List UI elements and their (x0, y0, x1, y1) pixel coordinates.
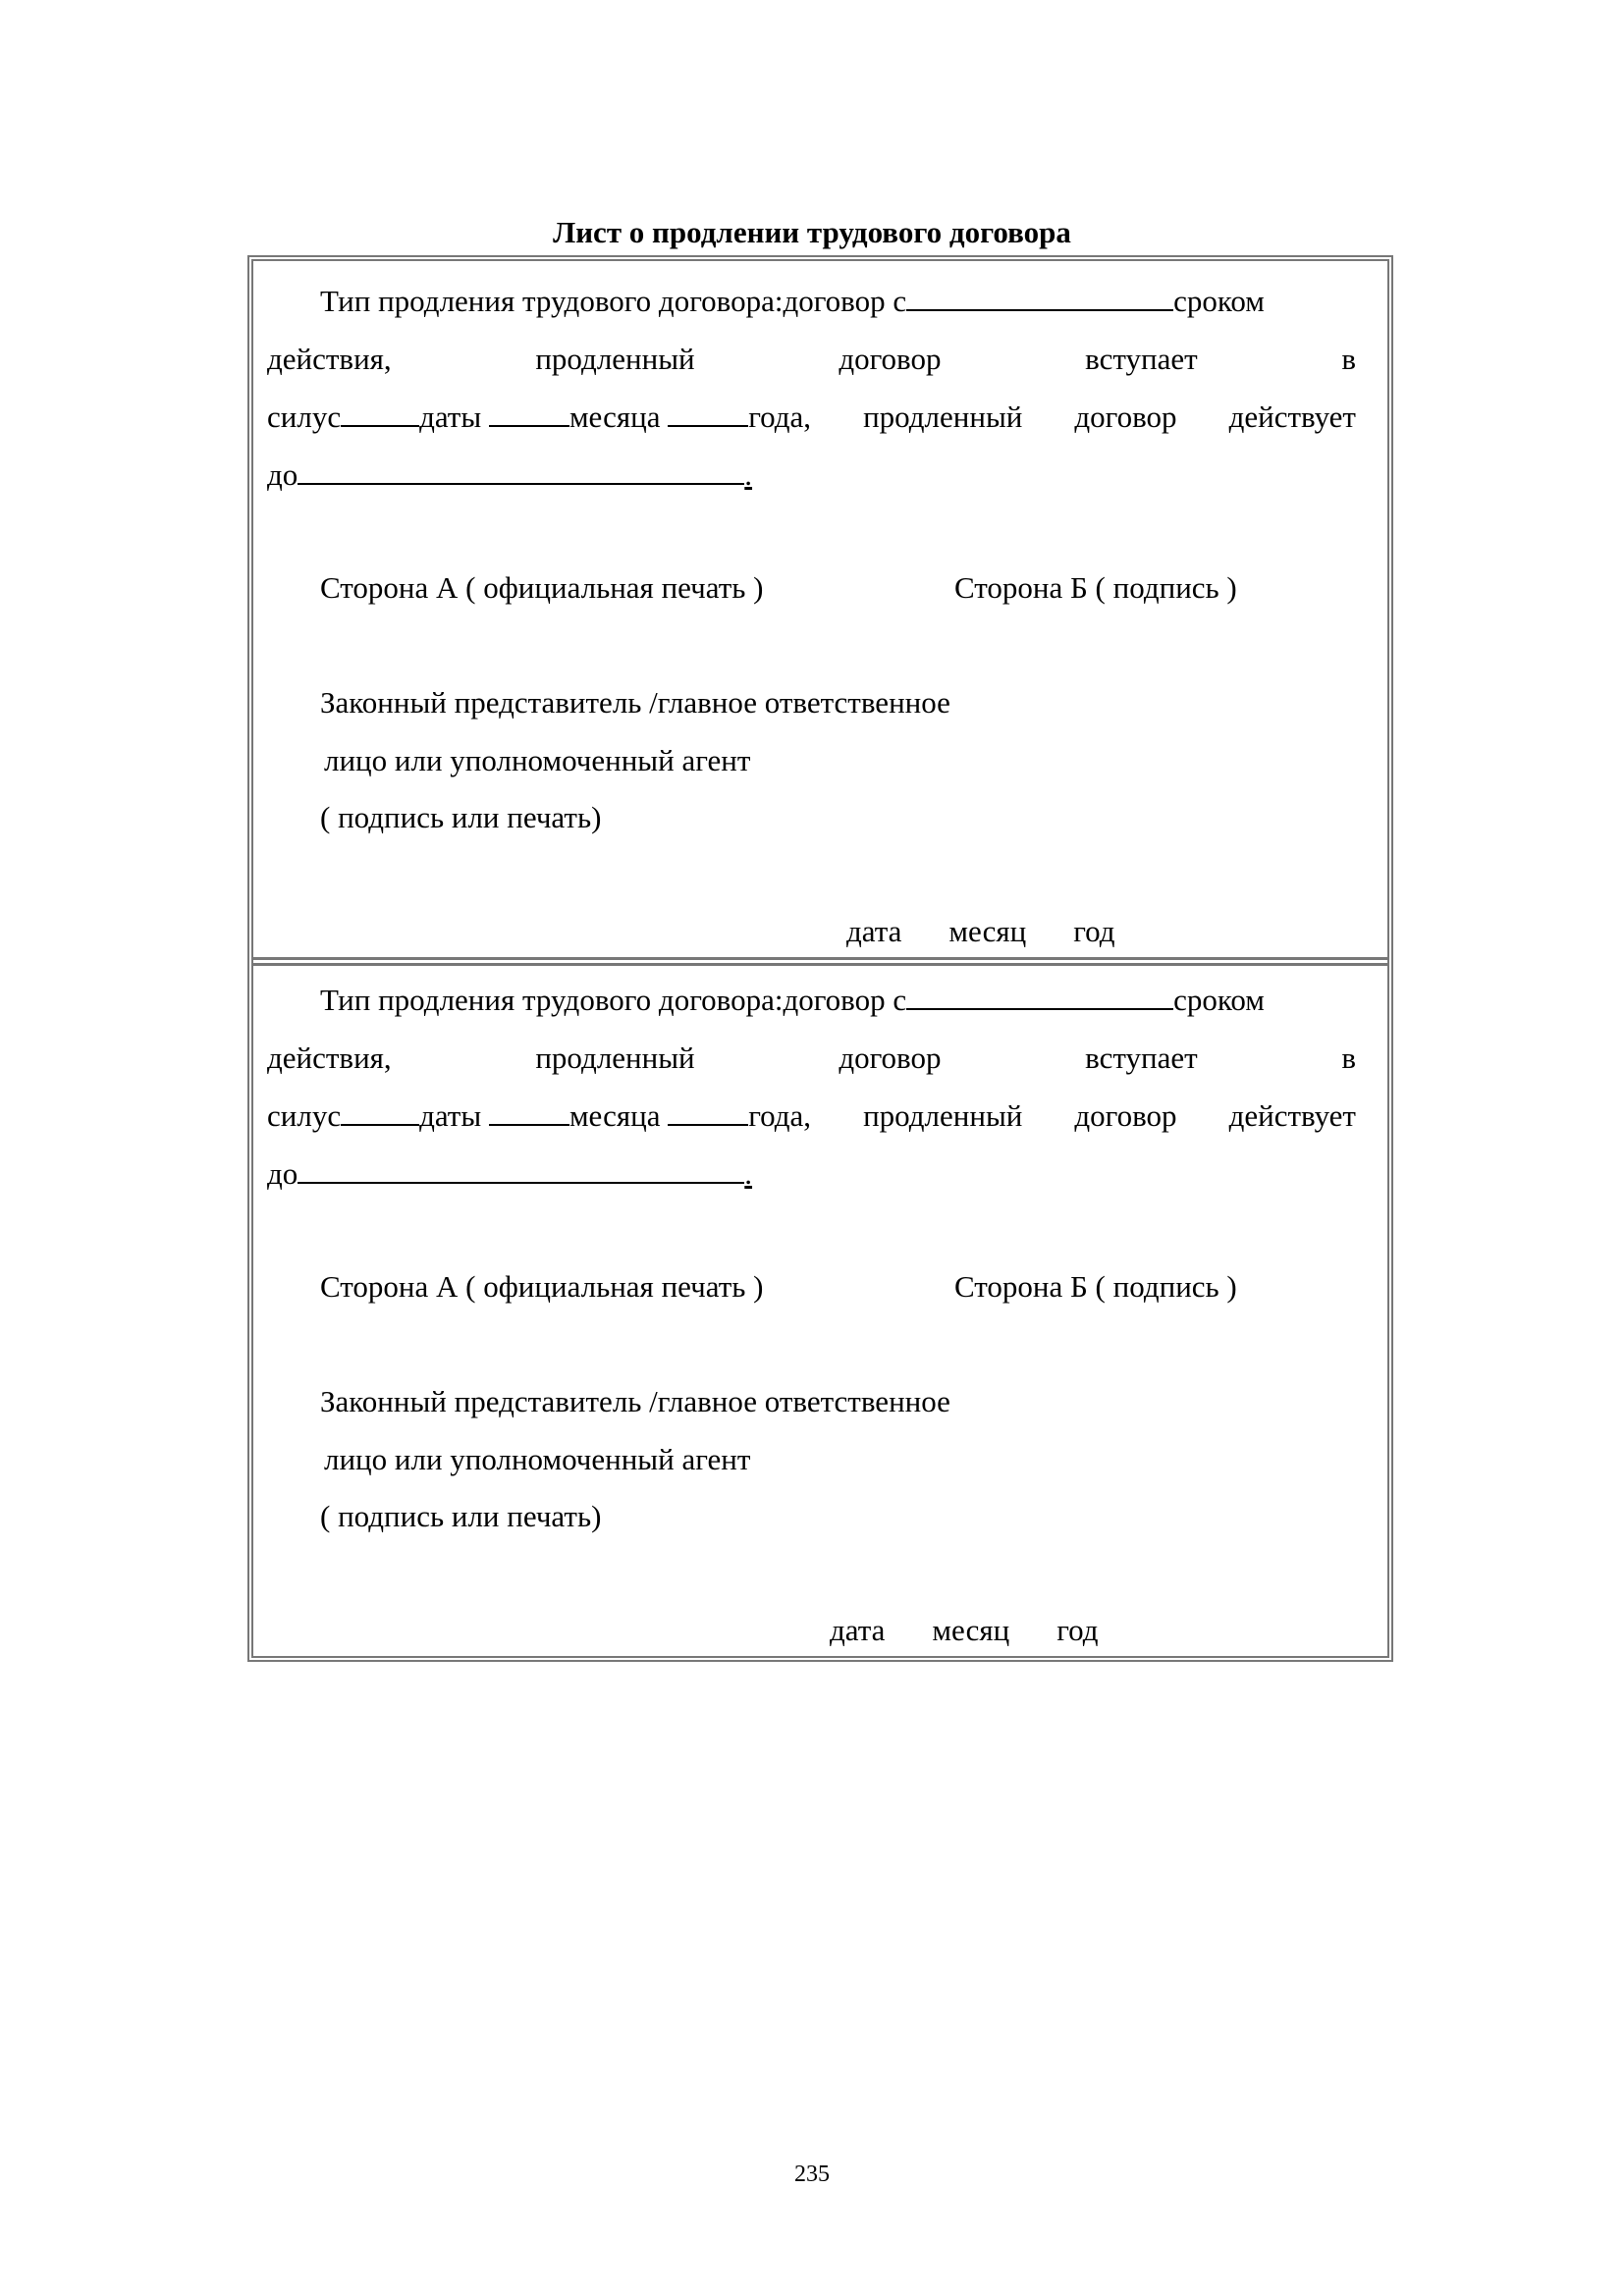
word: в (1341, 1041, 1356, 1075)
word: действует (1228, 400, 1356, 434)
word: продленный (535, 342, 695, 376)
contract-type-label: Тип продления трудового договора:договор с (320, 284, 907, 318)
valid-until-blank[interactable] (298, 457, 744, 485)
extension-block-1 (253, 261, 1387, 960)
word: продленный (863, 1098, 1023, 1133)
word: даты (419, 1098, 482, 1133)
document-title: Лист о продлении трудового договора (553, 215, 1071, 249)
word: года, (748, 400, 812, 434)
contract-type-label: Тип продления трудового договора:договор с (320, 983, 907, 1017)
valid-until-blank[interactable] (298, 1156, 744, 1184)
date-label: дата (846, 914, 902, 948)
word: месяца (568, 1098, 661, 1133)
year-label: год (1073, 914, 1115, 948)
word: договор (1074, 1098, 1177, 1133)
representative-label: Законный представитель /главное ответственное (320, 685, 950, 720)
word: договор (1074, 400, 1177, 434)
month-blank[interactable] (489, 1098, 569, 1126)
year-label: год (1056, 1613, 1099, 1647)
month-label: месяц (948, 914, 1027, 948)
valid-until-line (267, 1155, 752, 1193)
contract-type-line (320, 982, 1265, 1019)
word: действует (1228, 1098, 1356, 1133)
valid-until-line (267, 456, 752, 494)
word: договор (839, 1041, 942, 1075)
contract-type-line (320, 283, 1265, 320)
word: действия, (267, 1041, 392, 1075)
word: года, (748, 1098, 812, 1133)
word: силус (267, 400, 342, 434)
signature-or-seal-label: ( подпись или печать) (320, 800, 602, 834)
signature-or-seal-label: ( подпись или печать) (320, 1499, 602, 1533)
word: в (1341, 342, 1356, 376)
month-label: месяц (932, 1613, 1010, 1647)
representative-label-2: лицо или уполномоченный агент (324, 1442, 751, 1476)
term-label: сроком (1173, 983, 1265, 1017)
word: силус (267, 1098, 342, 1133)
word: до (267, 1156, 298, 1191)
date-labels (830, 1612, 1146, 1649)
day-blank[interactable] (341, 1098, 419, 1126)
word: договор (839, 342, 942, 376)
day-blank[interactable] (341, 400, 419, 427)
year-blank[interactable] (668, 400, 748, 427)
word: . (744, 457, 753, 492)
date-fill-line (267, 1097, 1356, 1135)
effective-line (267, 341, 1356, 378)
year-blank[interactable] (668, 1098, 748, 1126)
word: продленный (863, 400, 1023, 434)
form-frame (247, 255, 1393, 1662)
extension-block-2 (253, 963, 1387, 1656)
party-b-label: Сторона Б ( подпись ) (954, 570, 1237, 605)
date-label: дата (830, 1613, 886, 1647)
party-a-label: Сторона А ( официальная печать ) (320, 1269, 764, 1304)
party-a-label: Сторона А ( официальная печать ) (320, 570, 764, 605)
month-blank[interactable] (489, 400, 569, 427)
representative-label-2: лицо или уполномоченный агент (324, 743, 751, 777)
word: вступает (1085, 342, 1198, 376)
date-fill-group (267, 1097, 811, 1135)
party-b-label: Сторона Б ( подпись ) (954, 1269, 1237, 1304)
word: месяца (568, 400, 661, 434)
page-number: 235 (794, 2162, 830, 2187)
word: действия, (267, 342, 392, 376)
date-fill-group (267, 399, 811, 436)
word: продленный (535, 1041, 695, 1075)
representative-label: Законный представитель /главное ответственное (320, 1384, 950, 1418)
contract-type-blank[interactable] (906, 983, 1173, 1010)
effective-line (267, 1040, 1356, 1077)
date-fill-line (267, 399, 1356, 436)
word: вступает (1085, 1041, 1198, 1075)
word: даты (419, 400, 482, 434)
term-label: сроком (1173, 284, 1265, 318)
word: . (744, 1156, 753, 1191)
contract-type-blank[interactable] (906, 284, 1173, 311)
date-labels (846, 913, 1163, 950)
word: до (267, 457, 298, 492)
